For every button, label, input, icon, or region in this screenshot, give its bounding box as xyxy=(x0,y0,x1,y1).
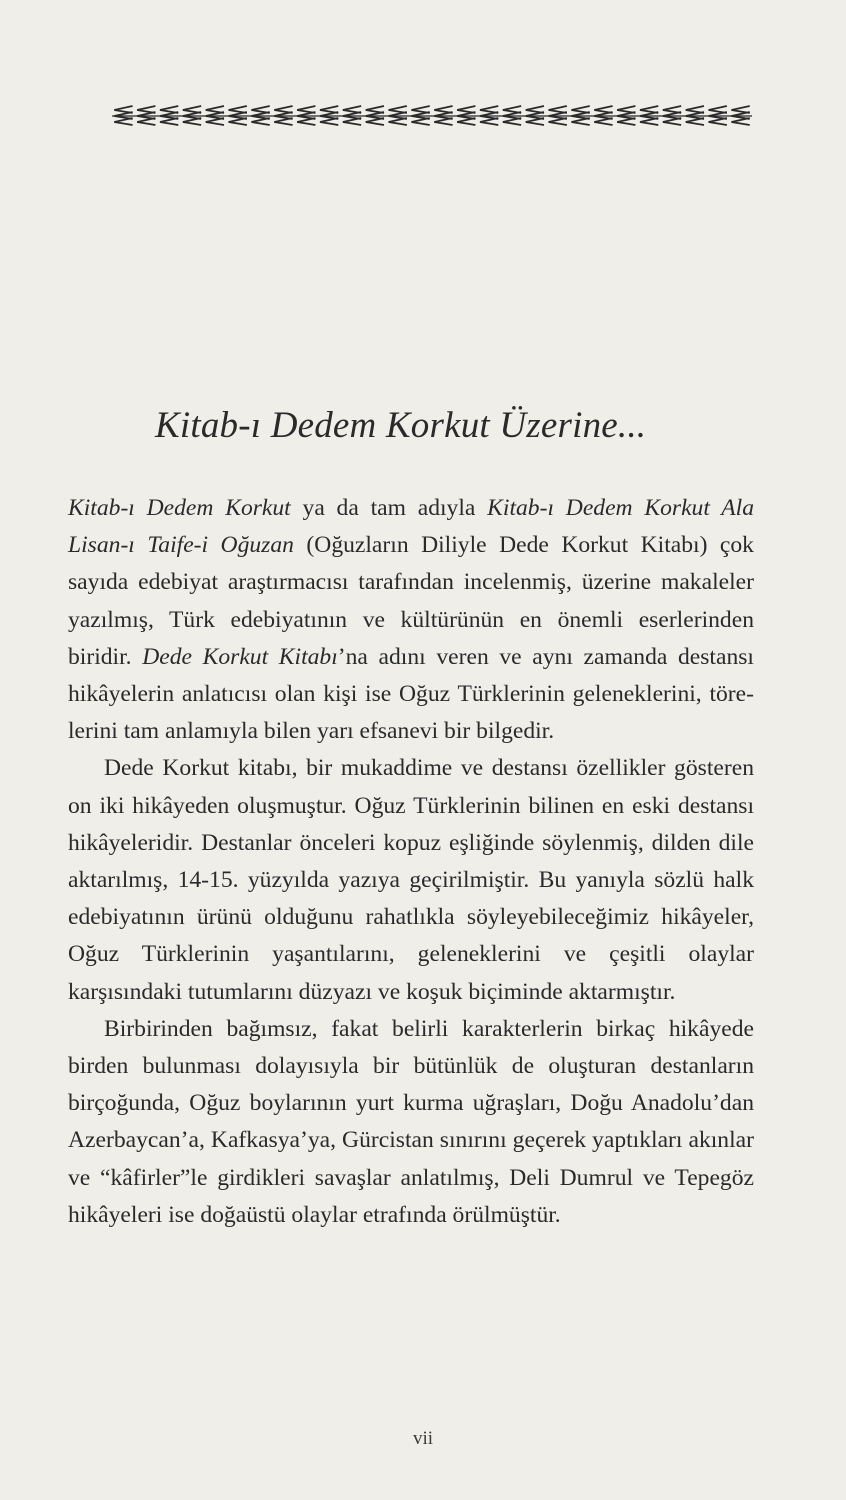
italic-run: Kitab-ı Dedem Korkut Ala Lisan-ı Taife-i Oğuzan xyxy=(68,495,755,559)
section-title: Kitab-ı Dedem Korkut Üzerine... xyxy=(155,405,647,446)
body-text xyxy=(68,490,754,1234)
text-run: ’na adını veren ve aynı zamanda destansı hikâyelerin anlatıcısı olan kişi ise Oğuz Türklerinin geleneklerini, törelerini tam anlamıyla bilen yarı efsanevi bir bilgedir. xyxy=(68,643,754,745)
italic-run: Kitab-ı Dedem Korkut xyxy=(68,495,291,521)
paragraph-2 xyxy=(68,750,754,1010)
text-run: ya da tam adıyla xyxy=(290,495,488,521)
text-run: Birbirinden bağımsız, fakat belirli karakterlerin birkaç hikâyede birden bulunması dolayısıyla bir bütünlük de oluşturan destanların birçoğunda, Oğuz boylarının yurt kurma uğraşları, Doğu Anadolu’dan Azerbaycan’a, Kafkasya’ya, Gürcistan sınırını geçerek yaptıkları akınlar ve “kâfirler”le girdikleri savaşlar anlatılmış, Deli Dumrul ve Tepegöz hikâyeleri ise doğaüstü olaylar etrafında örülmüştür. xyxy=(68,1015,754,1228)
zigzag-ornament-icon xyxy=(112,104,752,128)
page-number: vii xyxy=(412,1428,434,1449)
text-run: (Oğuzların Diliyle Dede Korkut Kitabı) çok sayıda edebiyat araştırmacısı tarafından incelenmiş, üzerine makaleler yazılmış, Türk edebiyatının ve kültürünün en önemli eserlerinden biridir. xyxy=(68,532,754,670)
italic-run: Dede Korkut Kitabı xyxy=(142,643,338,670)
paragraph-3 xyxy=(68,1011,754,1234)
paragraph-1 xyxy=(68,490,754,750)
text-run: Dede Korkut kitabı, bir mukaddime ve destansı özellikler gösteren on iki hikâyeden oluşmuştur. Oğuz Türklerinin bilinen en eski destansı hikâyeleridir. Destanlar önceleri kopuz eşliğinde söylenmiş, dilden dile aktarılmış, 14-15. yüzyılda yazıya geçirilmiştir. Bu yanıyla sözlü halk edebiyatının ürünü olduğunu rahatlıkla söyleyebileceğimiz hikâyeler, Oğuz Türklerinin yaşantılarını, geleneklerini ve çeşitli olaylar karşısındaki tutumlarını düzyazı ve koşuk biçiminde aktarmıştır. xyxy=(68,755,754,1005)
